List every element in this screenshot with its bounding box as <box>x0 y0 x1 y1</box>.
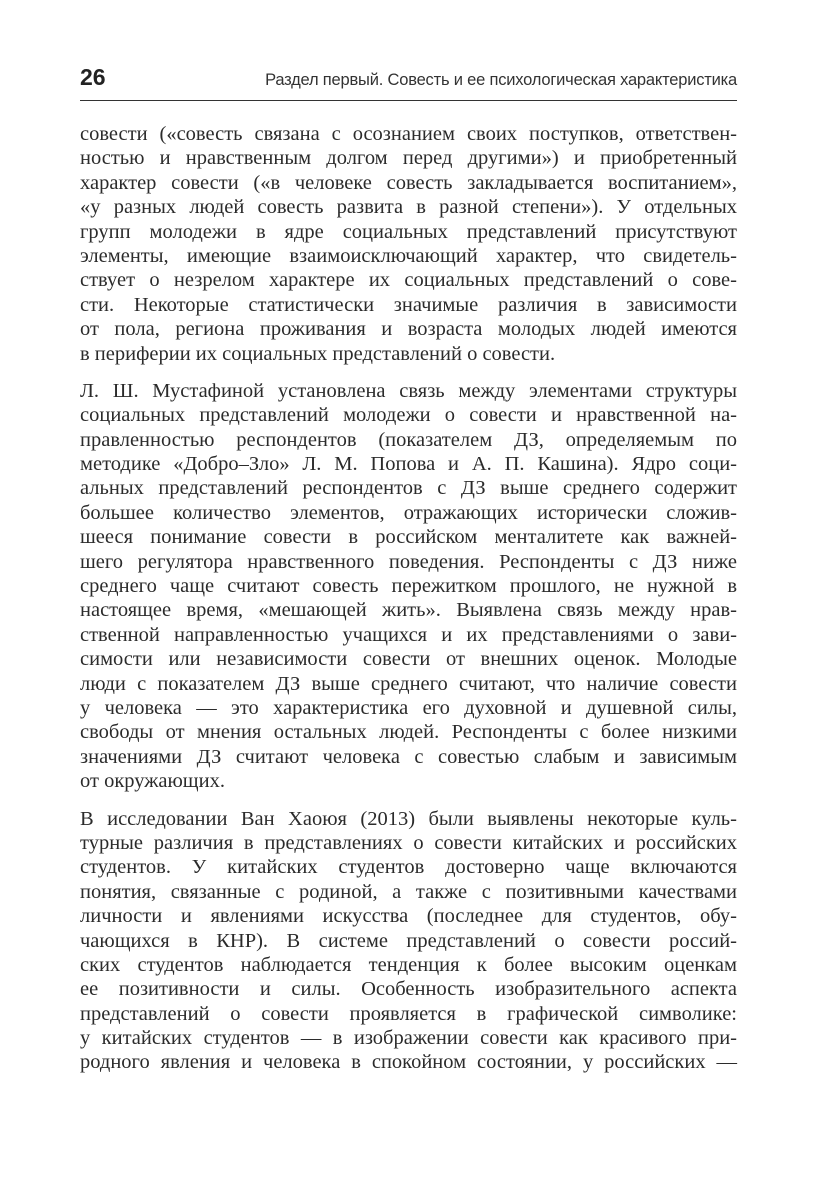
body-text <box>80 122 737 1088</box>
text-line: ствует о незрелом характере их социальных представлений о сове- <box>80 269 737 292</box>
text-line: ее позитивности и силы. Особенность изобразительного аспекта <box>80 978 737 1001</box>
text-line: ских студентов наблюдается тенденция к более высоким оценкам <box>80 953 737 976</box>
text-line: среднего чаще считают совесть пережитком прошлого, не нужной в <box>80 575 737 598</box>
text-line: альных представлений респондентов с ДЗ выше среднего содержит <box>80 477 737 500</box>
text-line: методике «Добро–Зло» Л. М. Попова и А. П. Кашина). Ядро соци- <box>80 453 737 476</box>
text-line: от окружающих. <box>80 770 225 793</box>
text-line: студентов. У китайских студентов достоверно чаще включаются <box>80 856 737 879</box>
text-line: ственной направленностью учащихся и их представлениями о зави- <box>80 623 737 646</box>
text-line: свободы от мнения остальных людей. Респонденты с более низкими <box>80 721 737 744</box>
text-line: социальных представлений молодежи о совести и нравственной на- <box>80 404 737 427</box>
text-line: представлений о совести проявляется в графической символике: <box>80 1002 737 1025</box>
paragraph <box>80 379 737 794</box>
text-line: настоящее время, «мешающей жить». Выявлена связь между нрав- <box>80 599 737 622</box>
text-line: шего регулятора нравственного поведения. Респонденты с ДЗ ниже <box>80 550 737 573</box>
paragraph <box>80 122 737 366</box>
text-line: шееся понимание совести в российском менталитете как важней- <box>80 526 737 549</box>
text-line: «у разных людей совесть развита в разной степени»). У отдельных <box>80 196 737 219</box>
text-line: сти. Некоторые статистически значимые различия в зависимости <box>80 293 737 316</box>
text-line: турные различия в представлениях о совести китайских и российских <box>80 831 737 854</box>
text-line: в периферии их социальных представлений о совести. <box>80 342 556 365</box>
text-line: ностью и нравственным долгом перед другими») и приобретенный <box>80 147 737 170</box>
text-line: от пола, региона проживания и возраста молодых людей имеются <box>80 318 737 341</box>
paragraph <box>80 807 737 1075</box>
text-line: элементы, имеющие взаимоисключающий характер, что свидетель- <box>80 244 737 267</box>
text-line: характер совести («в человеке совесть закладывается воспитанием», <box>80 171 737 194</box>
text-line: люди с показателем ДЗ выше среднего считают, что наличие совести <box>80 672 737 695</box>
text-line: у китайских студентов — в изображении совести как красивого при- <box>80 1027 737 1050</box>
text-line: групп молодежи в ядре социальных представлений присутствуют <box>80 220 737 243</box>
text-line: чающихся в КНР). В системе представлений о совести россий- <box>80 929 737 952</box>
page-number: 26 <box>80 64 106 90</box>
text-line: родного явления и человека в спокойном состоянии, у российских — <box>80 1051 737 1074</box>
text-line: понятия, связанные с родиной, а также с позитивными качествами <box>80 880 737 903</box>
text-line: у человека — это характеристика его духовной и душевной силы, <box>80 696 737 719</box>
text-line: правленностью респондентов (показателем ДЗ, определяемым по <box>80 428 737 451</box>
text-line: значениями ДЗ считают человека с совестью слабым и зависимым <box>80 745 737 768</box>
text-line: совести («совесть связана с осознанием своих поступков, ответствен- <box>80 123 737 145</box>
text-line: В исследовании Ван Хаоюя (2013) были выявлены некоторые куль- <box>80 807 737 830</box>
running-header <box>80 64 737 101</box>
text-line: большее количество элементов, отражающих исторически сложив- <box>80 501 737 524</box>
text-line: Л. Ш. Мустафиной установлена связь между элементами структуры <box>80 379 737 402</box>
text-line: симости или независимости совести от внешних оценок. Молодые <box>80 648 737 671</box>
running-head-title: Раздел первый. Совесть и ее психологическая характеристика <box>265 71 737 89</box>
text-line: личности и явлениями искусства (последнее для студентов, обу- <box>80 905 737 928</box>
